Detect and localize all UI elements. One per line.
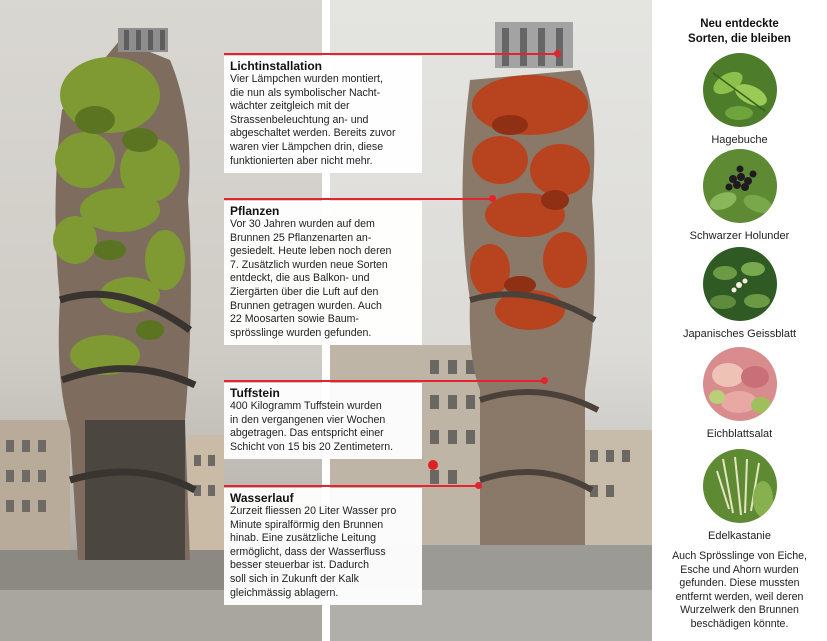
leader-line-lichtinstallation: [224, 53, 558, 55]
callout-heading: Wasserlauf: [230, 491, 294, 505]
plant-sidebar: [652, 0, 827, 641]
oakleaf-lettuce-photo: [703, 347, 777, 421]
callout-text: Vor 30 Jahren wurden auf dem Brunnen 25 Pflanzenarten an- gesiedelt. Heute leben noch deren 7. Zusätzlich wurden neue Sorten entdeckt, die aus Balkon- und Ziergärten über die Luft auf den Brunnen getragen wurden. Auch 22 Moosarten sowie Baum- sprösslinge wurden gefunden.: [230, 218, 392, 339]
callout-lichtinstallation: [224, 56, 422, 173]
callout-text: Vier Lämpchen wurden montiert, die nun als symbolischer Nacht- wächter zeitgleich mit der Strassenbeleuchtung an- und abgeschaltet werden. Bereits zuvor waren vier Lämpchen drin, diese funktionierten aber nicht mehr.: [230, 73, 396, 167]
plant-item-hagebuche: [652, 53, 827, 147]
plant-item-eichblattsalat: [652, 347, 827, 441]
plant-label: Edelkastanie: [708, 530, 771, 542]
callout-heading: Lichtinstallation: [230, 59, 323, 73]
honeysuckle-photo: [703, 247, 777, 321]
plant-item-schwarzer-holunder: [652, 149, 827, 243]
plant-label: Eichblattsalat: [706, 428, 773, 440]
leader-dot-lichtinstallation: [554, 50, 561, 57]
plant-item-edelkastanie: [652, 449, 827, 543]
sidebar-footer-text: Auch Sprösslinge von Eiche, Esche und Ahorn wurden gefunden. Diese mussten entfernt werden, weil deren Wurzelwerk den Brunnen beschädigen könnte.: [672, 550, 807, 630]
leader-dot-wasserlauf: [475, 482, 482, 489]
plant-item-japanisches-geissblatt: [652, 247, 827, 341]
elderberry-photo: [703, 149, 777, 223]
leader-line-pflanzen: [224, 198, 494, 200]
callout-heading: Pflanzen: [230, 204, 280, 218]
callout-heading: Tuffstein: [230, 386, 280, 400]
plant-label: Japanisches Geissblatt: [682, 328, 797, 340]
sweet-chestnut-photo: [703, 449, 777, 523]
plant-label: Schwarzer Holunder: [689, 230, 790, 242]
leader-line-wasserlauf: [224, 485, 480, 487]
callout-text: 400 Kilogramm Tuffstein wurden in den vergangenen vier Wochen abgetragen. Das entspricht einer Schicht von 15 bis 20 Zentimetern.: [230, 400, 394, 453]
leader-dot-tuffstein: [541, 377, 548, 384]
callout-text: Zurzeit fliessen 20 Liter Wasser pro Minute spiralförmig den Brunnen hinab. Eine zusätzliche Leitung ermöglicht, dass der Wasserfluss besser steuerbar ist. Dadurch soll sich in Zukunft der Kalk gleichmässig ablagern.: [230, 505, 397, 599]
plant-label: Hagebuche: [711, 134, 768, 146]
sidebar-title: Neu entdeckte Sorten, die bleiben: [688, 18, 791, 45]
callout-tuffstein: [224, 383, 422, 459]
leader-line-tuffstein: [224, 380, 546, 382]
callout-wasserlauf: [224, 488, 422, 605]
hornbeam-leaves-photo: [703, 53, 777, 127]
leader-dot-pflanzen: [489, 195, 496, 202]
callout-pflanzen: [224, 201, 422, 345]
